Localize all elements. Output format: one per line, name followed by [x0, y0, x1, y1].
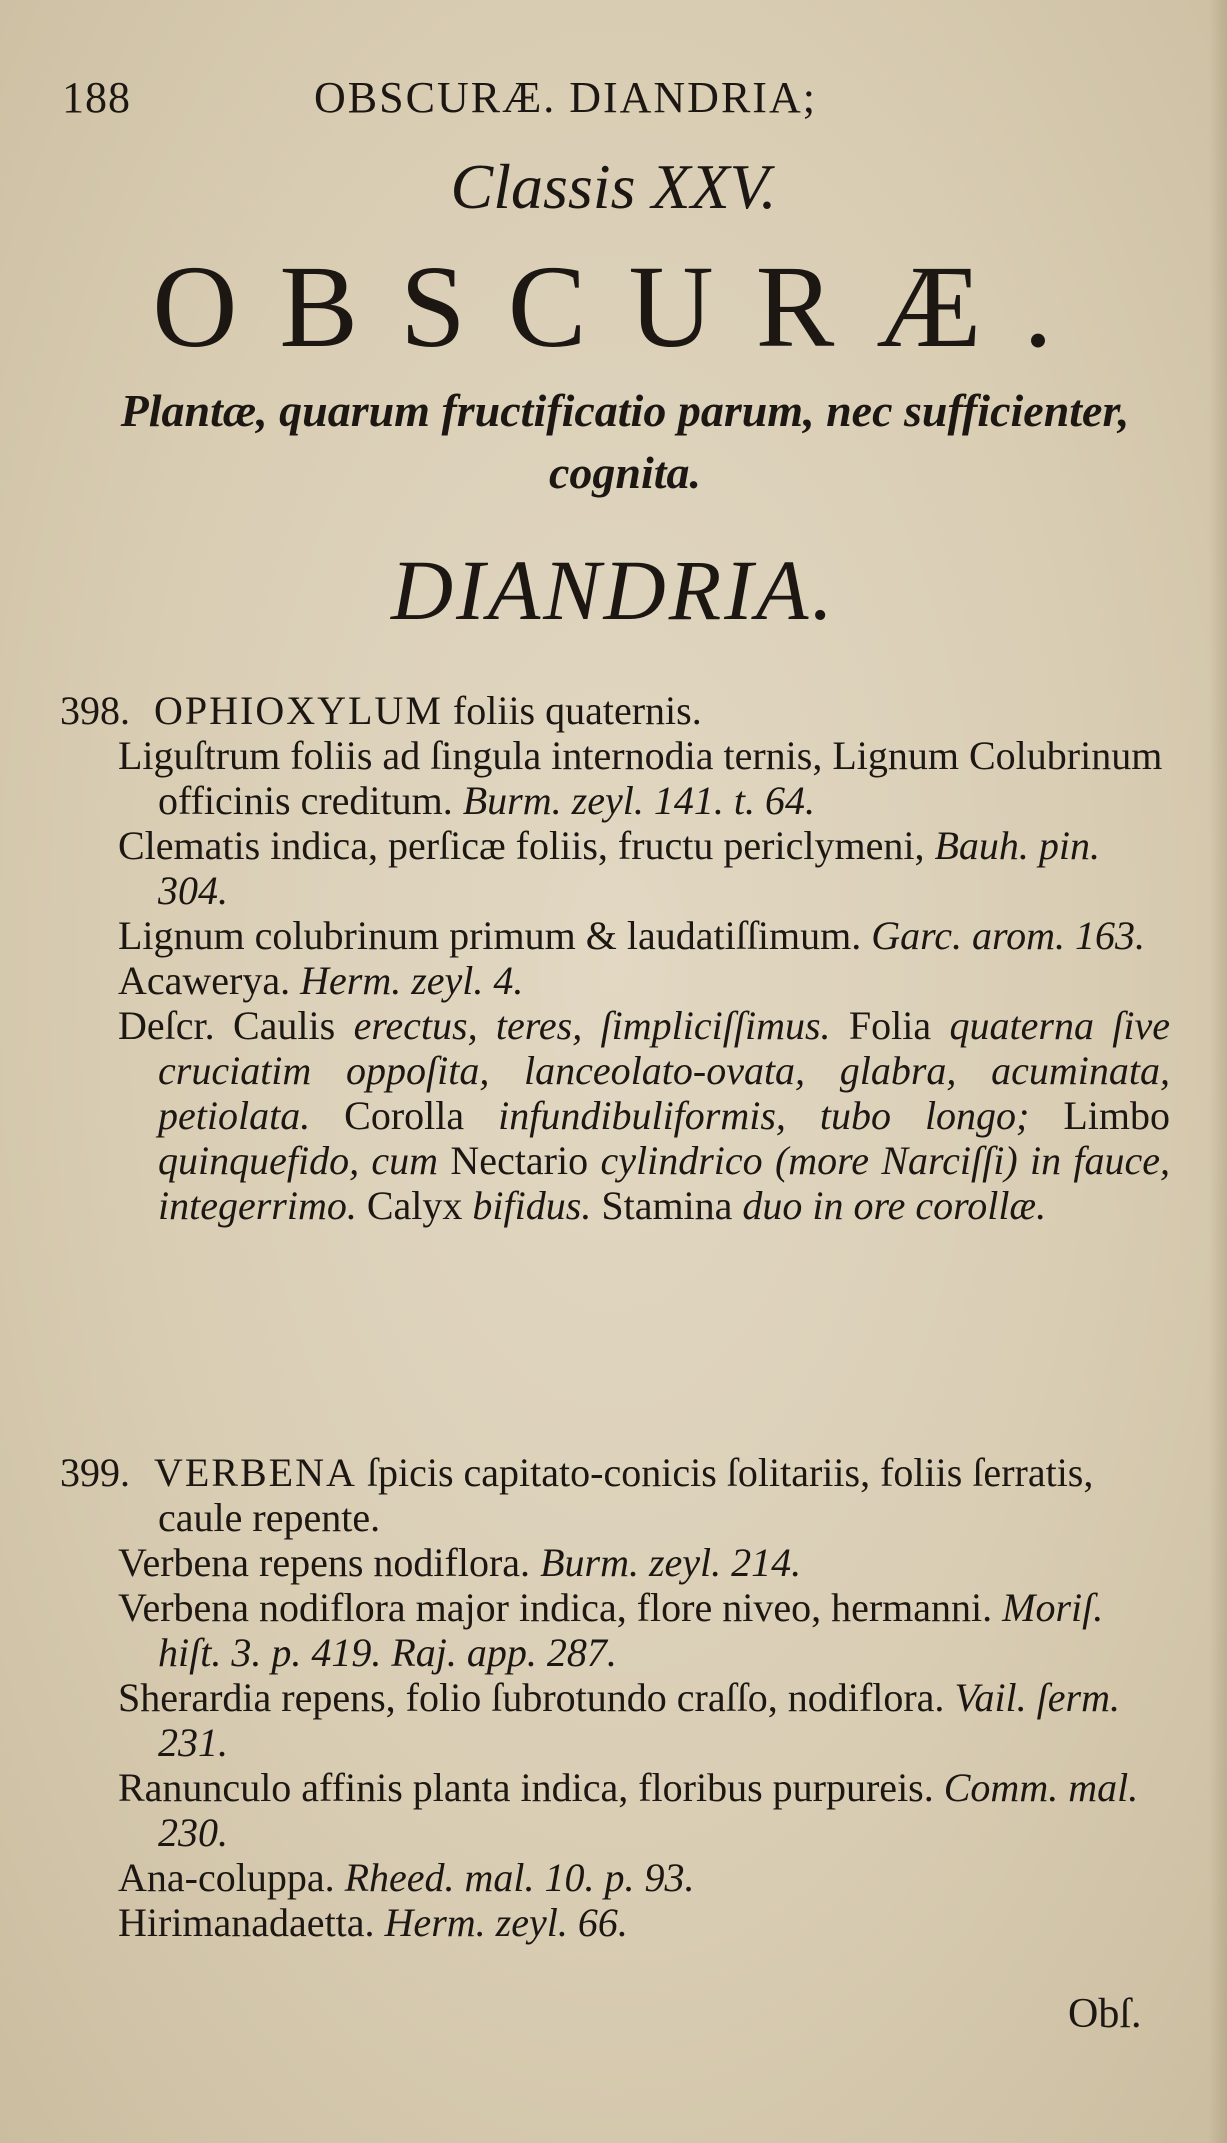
genus-name: OPHIOXYLUM: [154, 688, 443, 733]
synonym-reference: Herm. zeyl. 4.: [300, 958, 524, 1003]
synonym-text: Verbena nodiflora major indica, flore niveo, hermanni.: [118, 1585, 993, 1630]
description-italic: quaterna ſive cruciatim oppoſita, lanceolato-ovata, glabra, acuminata, petiolata.: [158, 1003, 1171, 1138]
description-text: Folia: [848, 1003, 932, 1048]
entry-number: 398.: [60, 688, 130, 733]
synonym-text: Liguſtrum foliis ad ſingula internodia ternis, Lignum Colubrinum officinis creditum.: [118, 733, 1163, 823]
description-text: Calyx: [366, 1183, 463, 1228]
synonym: [60, 1855, 1170, 1900]
diagnosis: ſpicis capitato-conicis ſolitariis, foliis ſerratis, caule repente.: [158, 1450, 1094, 1540]
synonym: [60, 823, 1170, 913]
entry-number: 399.: [60, 1450, 130, 1495]
classis-heading: Classis XXV.: [450, 151, 777, 222]
synonym: [60, 1585, 1170, 1675]
synonym-text: Clematis indica, perſicæ foliis, fructu periclymeni,: [118, 823, 925, 868]
species-entry: [60, 688, 1170, 1228]
description-text: Deſcr. Caulis: [118, 1003, 336, 1048]
genus-name: VERBENA: [154, 1450, 357, 1495]
synonym: [60, 733, 1170, 823]
description-italic: erectus, teres, ſimpliciſſimus.: [353, 1003, 831, 1048]
synonym-reference: Garc. arom. 163.: [871, 913, 1145, 958]
diagnosis: foliis quaternis.: [452, 688, 702, 733]
description-text: Corolla: [344, 1093, 465, 1138]
synonym-text: Hirimanadaetta.: [118, 1900, 375, 1945]
synonym: [60, 1900, 1170, 1945]
running-title: OBSCURÆ. DIANDRIA;: [314, 73, 817, 122]
synonym-text: Lignum colubrinum primum & laudatiſſimum.: [118, 913, 862, 958]
catchword: Obſ.: [1068, 1991, 1142, 2037]
synonym: [60, 1765, 1170, 1855]
synonym-reference: Comm. mal. 230.: [158, 1765, 1139, 1855]
description-italic: duo in ore corollæ.: [742, 1183, 1047, 1228]
synonym-reference: Vail. ſerm. 231.: [158, 1675, 1120, 1765]
synonym-reference: Burm. zeyl. 141. t. 64.: [462, 778, 815, 823]
species-description: [60, 1003, 1170, 1228]
synonym-text: Acawerya.: [118, 958, 291, 1003]
synonym-reference: Burm. zeyl. 214.: [540, 1540, 802, 1585]
class-title: OBSCURÆ.: [152, 241, 1095, 372]
synonym-reference: Herm. zeyl. 66.: [384, 1900, 628, 1945]
synonym-reference: Bauh. pin. 304.: [158, 823, 1100, 913]
synonym-text: Ranunculo affinis planta indica, floribus purpureis.: [118, 1765, 934, 1810]
synonym-text: Sherardia repens, folio ſubrotundo craſſo, nodiflora.: [118, 1675, 945, 1720]
synonym-reference: Moriſ. hiſt. 3. p. 419. Raj. app. 287.: [158, 1585, 1104, 1675]
synonym: [60, 958, 1170, 1003]
species-entry: [60, 1450, 1170, 1945]
synonym-reference: Rheed. mal. 10. p. 93.: [344, 1855, 695, 1900]
synonym: [60, 1540, 1170, 1585]
description-text: Stamina: [601, 1183, 733, 1228]
section-title: DIANDRIA.: [391, 542, 836, 638]
page-header: [62, 72, 982, 132]
description-text: Limbo: [1063, 1093, 1170, 1138]
class-description: Plantæ, quarum fructificatio parum, nec sufficienter, cognita.: [120, 385, 1130, 498]
description-italic: cylindrico (more Narciſſi) in fauce, integerrimo.: [158, 1138, 1171, 1228]
description-italic: infundibuliformis, tubo longo;: [498, 1093, 1030, 1138]
entry-heading: [60, 1450, 1170, 1540]
entry-heading: [60, 688, 1170, 733]
synonym: [60, 913, 1170, 958]
synonym-text: Ana-coluppa.: [118, 1855, 335, 1900]
synonym: [60, 1675, 1170, 1765]
description-italic: quinquefido, cum: [158, 1138, 439, 1183]
description-italic: bifidus.: [472, 1183, 592, 1228]
description-text: Nectario: [450, 1138, 589, 1183]
synonym-text: Verbena repens nodiflora.: [118, 1540, 531, 1585]
page-number: 188: [62, 73, 131, 122]
